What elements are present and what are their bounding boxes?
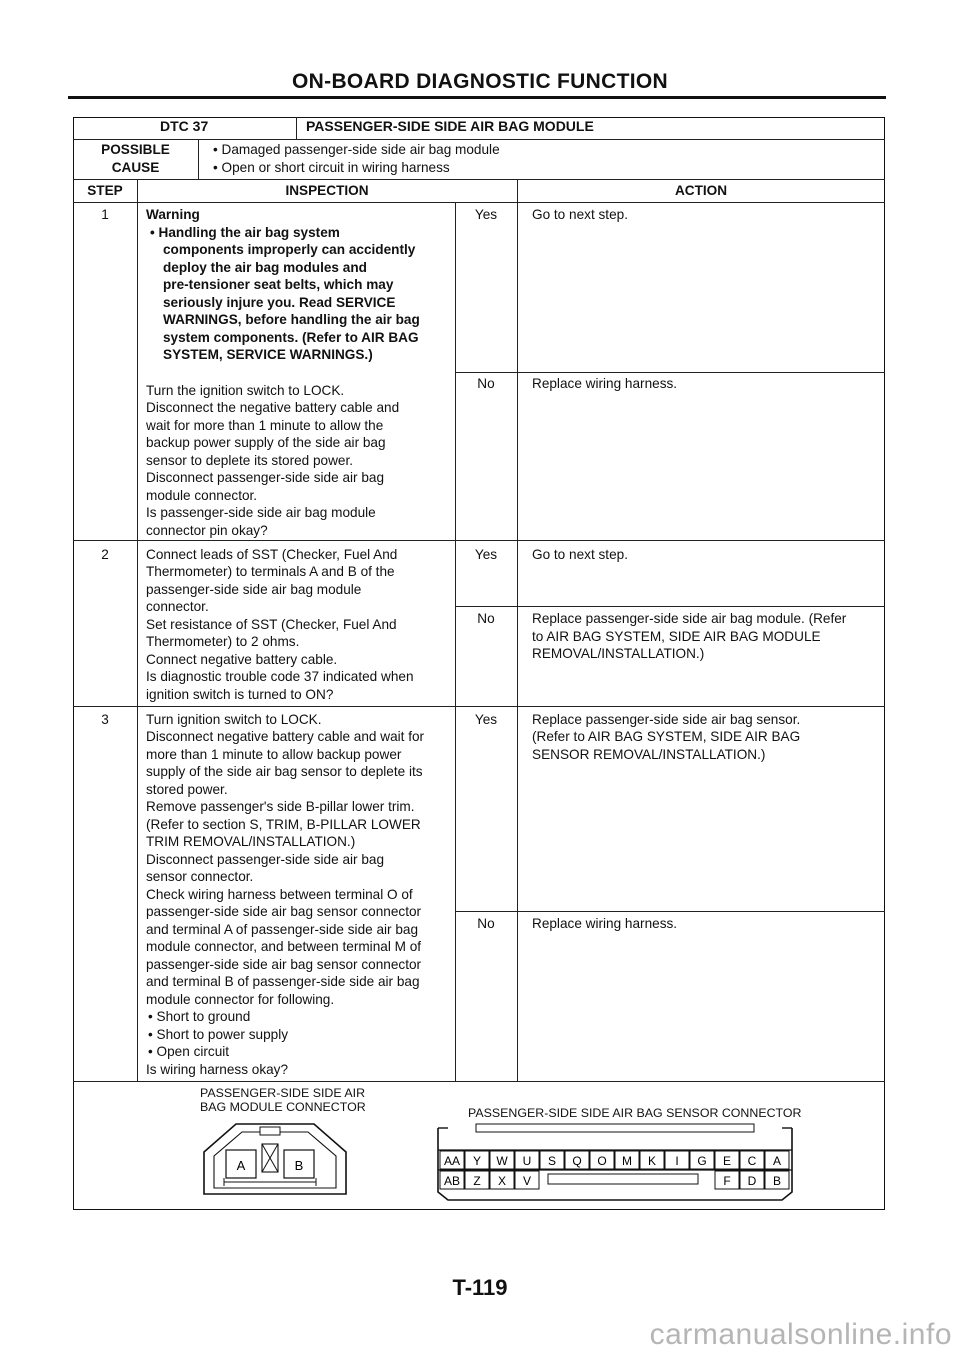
rule-dtc — [73, 139, 885, 140]
sensor-pin-label: E — [722, 1154, 732, 1168]
sensor-pin-label: W — [496, 1154, 508, 1168]
possible-cause-item: • Damaged passenger-side side air bag module — [213, 141, 500, 159]
header-step: STEP — [87, 183, 123, 198]
dtc-label: DTC 37 — [160, 118, 209, 134]
sensor-connector-diagram — [436, 1122, 796, 1202]
possible-cause-label-1: POSSIBLE — [101, 142, 170, 157]
inspection-line: module connector, and between terminal M of — [146, 939, 422, 954]
page-title: ON-BOARD DIAGNOSTIC FUNCTION — [292, 70, 668, 93]
inspection-line: Check wiring harness between terminal O of — [146, 887, 413, 902]
inspection-line: ignition switch is turned to ON? — [146, 687, 334, 702]
sensor-pin-label: U — [522, 1154, 532, 1168]
sensor-pin-label: AA — [443, 1154, 461, 1168]
inspection-line: module connector. — [146, 488, 258, 503]
inspection-line: Disconnect the negative battery cable and — [146, 400, 400, 415]
warning-line: deploy the air bag modules and — [163, 260, 367, 275]
rule-step1-yesno — [455, 372, 885, 373]
inspection-line: Turn ignition switch to LOCK. — [146, 712, 322, 727]
sensor-pin-label: AB — [443, 1174, 461, 1188]
rule-step3-end — [73, 1081, 885, 1082]
module-connector-diagram — [200, 1118, 350, 1198]
inspection-line: connector pin okay? — [146, 523, 268, 538]
no-action: Replace wiring harness. — [532, 376, 678, 391]
step-number: 1 — [101, 207, 109, 222]
no-label: No — [477, 916, 495, 931]
sensor-pin-label: Y — [472, 1154, 482, 1168]
sensor-pin-label: K — [647, 1154, 657, 1168]
inspection-line: and terminal A of passenger-side side air bag — [146, 922, 419, 937]
inspection-line: Connect negative battery cable. — [146, 652, 338, 667]
rule-cause-divider — [198, 139, 199, 179]
rule-step2-yesno — [455, 606, 885, 607]
yes-action: Go to next step. — [532, 207, 628, 222]
warning-line: system components. (Refer to AIR BAG — [163, 330, 419, 345]
sensor-pin-label: S — [547, 1154, 557, 1168]
no-action: Replace passenger-side side air bag module. (Refer — [532, 611, 847, 626]
inspection-line: Disconnect passenger-side side air bag — [146, 470, 385, 485]
inspection-line: Turn the ignition switch to LOCK. — [146, 383, 345, 398]
inspection-line: (Refer to section S, TRIM, B-PILLAR LOWER — [146, 817, 421, 832]
yes-action: SENSOR REMOVAL/INSTALLATION.) — [532, 747, 766, 762]
sensor-pin-label: O — [597, 1154, 607, 1168]
inspection-line: stored power. — [146, 782, 228, 797]
header-inspection: INSPECTION — [285, 183, 369, 198]
inspection-line: wait for more than 1 minute to allow the — [146, 418, 384, 433]
no-label: No — [477, 376, 495, 391]
inspection-line: passenger-side side air bag module — [146, 582, 362, 597]
inspection-line: Is passenger-side side air bag module — [146, 505, 376, 520]
warning-line: components improperly can accidently — [163, 242, 416, 257]
inspection-line: backup power supply of the side air bag — [146, 435, 386, 450]
rule-step2-end — [73, 706, 885, 707]
inspection-bullet: • Short to ground — [148, 1008, 250, 1026]
inspection-line: Thermometer) to terminals A and B of the — [146, 564, 395, 579]
sensor-pin-label: B — [772, 1174, 782, 1188]
warning-line: seriously injure you. Read SERVICE — [163, 295, 396, 310]
inspection-line: connector. — [146, 599, 209, 614]
sensor-pin-label: D — [747, 1174, 757, 1188]
module-connector-label: BAG MODULE CONNECTOR — [200, 1100, 366, 1114]
rule-header — [73, 202, 885, 203]
no-action: Replace wiring harness. — [532, 916, 678, 931]
sensor-pin-label: M — [622, 1154, 632, 1168]
yes-action: (Refer to AIR BAG SYSTEM, SIDE AIR BAG — [532, 729, 801, 744]
inspection-question: Is wiring harness okay? — [146, 1062, 289, 1077]
rule-step1-end — [73, 540, 885, 541]
inspection-line: Remove passenger's side B-pillar lower trim. — [146, 799, 415, 814]
sensor-pin-label: Q — [572, 1154, 582, 1168]
inspection-bullet: • Open circuit — [148, 1043, 229, 1061]
warning-title: Warning — [146, 207, 200, 222]
inspection-line: Thermometer) to 2 ohms. — [146, 634, 300, 649]
inspection-line: Disconnect negative battery cable and wait for — [146, 729, 425, 744]
sensor-pin-label: A — [772, 1154, 782, 1168]
header-action: ACTION — [674, 183, 728, 198]
rule-step3-yesno — [455, 911, 885, 912]
rule-yesno-col — [455, 202, 456, 1081]
sensor-pin-label: Z — [473, 1174, 481, 1188]
inspection-line: sensor to deplete its stored power. — [146, 453, 354, 468]
rule-cause — [73, 179, 885, 180]
watermark: carmanualsonline.info — [649, 1318, 952, 1351]
dtc-title: PASSENGER-SIDE SIDE AIR BAG MODULE — [306, 118, 594, 134]
inspection-line: Connect leads of SST (Checker, Fuel And — [146, 547, 398, 562]
sensor-pin-label: V — [522, 1174, 532, 1188]
inspection-line: Is diagnostic trouble code 37 indicated when — [146, 669, 414, 684]
inspection-line: passenger-side side air bag sensor connector — [146, 904, 422, 919]
possible-cause-item: • Open or short circuit in wiring harness — [213, 159, 450, 177]
inspection-line: Disconnect passenger-side side air bag — [146, 852, 385, 867]
warning-line: pre-tensioner seat belts, which may — [163, 277, 394, 292]
inspection-line: sensor connector. — [146, 869, 254, 884]
warning-line: • Handling the air bag system — [150, 224, 340, 242]
sensor-top-row — [440, 1151, 789, 1169]
sensor-pin-label: C — [747, 1154, 757, 1168]
title-rule — [68, 96, 886, 99]
warning-line: SYSTEM, SERVICE WARNINGS.) — [163, 347, 373, 362]
no-action: REMOVAL/INSTALLATION.) — [532, 646, 705, 661]
no-action: to AIR BAG SYSTEM, SIDE AIR BAG MODULE — [532, 629, 821, 644]
sensor-pin-label: F — [723, 1174, 731, 1188]
inspection-line: more than 1 minute to allow backup power — [146, 747, 402, 762]
sensor-pin-label: X — [497, 1174, 507, 1188]
possible-cause-label-2: CAUSE — [111, 160, 160, 175]
inspection-line: module connector for following. — [146, 992, 335, 1007]
module-pin-b: B — [294, 1158, 304, 1173]
yes-label: Yes — [474, 712, 498, 727]
yes-label: Yes — [474, 547, 498, 562]
step-number: 3 — [101, 712, 109, 727]
sensor-pin-label: G — [697, 1154, 707, 1168]
yes-action: Replace passenger-side side air bag sensor. — [532, 712, 801, 727]
rule-step-col — [137, 179, 138, 1081]
yes-label: Yes — [474, 207, 498, 222]
warning-line: WARNINGS, before handling the air bag — [163, 312, 420, 327]
inspection-line: passenger-side side air bag sensor connector — [146, 957, 422, 972]
module-pin-a: A — [236, 1158, 246, 1173]
rule-action-col — [517, 179, 518, 1081]
yes-action: Go to next step. — [532, 547, 628, 562]
no-label: No — [477, 611, 495, 626]
inspection-line: Set resistance of SST (Checker, Fuel And — [146, 617, 397, 632]
page-number: T-119 — [452, 1275, 508, 1300]
inspection-line: supply of the side air bag sensor to deplete its — [146, 764, 423, 779]
step-number: 2 — [101, 547, 109, 562]
sensor-pin-label: I — [675, 1154, 679, 1168]
inspection-line: TRIM REMOVAL/INSTALLATION.) — [146, 834, 356, 849]
sensor-connector-label: PASSENGER-SIDE SIDE AIR BAG SENSOR CONNECTOR — [468, 1106, 802, 1120]
inspection-line: and terminal B of passenger-side side air bag — [146, 974, 420, 989]
inspection-bullet: • Short to power supply — [148, 1026, 288, 1044]
rule-dtc-divider — [296, 117, 297, 139]
module-connector-label: PASSENGER-SIDE SIDE AIR — [200, 1086, 366, 1100]
